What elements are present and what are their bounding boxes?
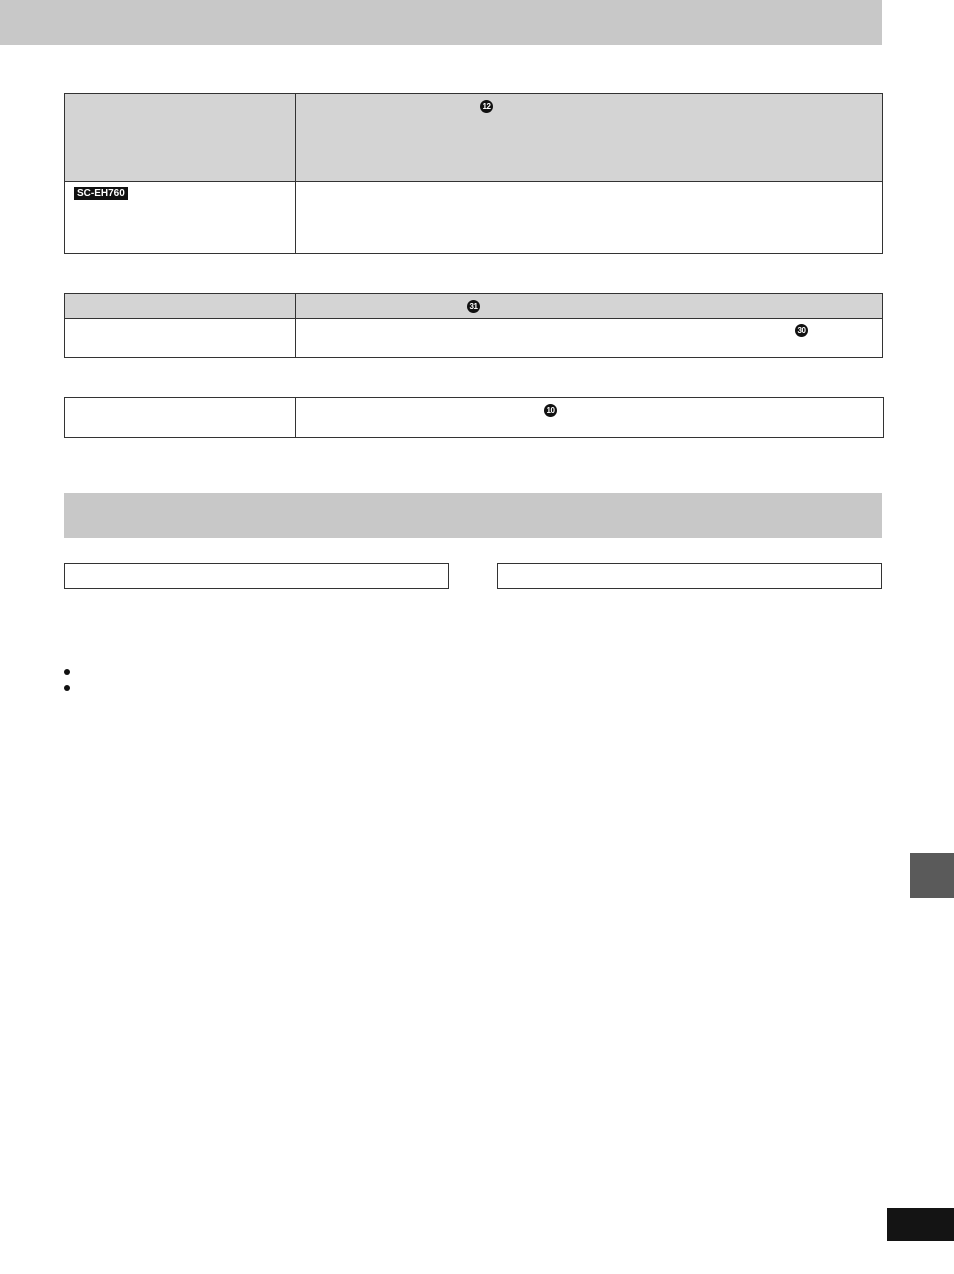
table-2-row-1-label-cell	[65, 294, 296, 319]
table-2-row-2	[65, 319, 883, 358]
table-1-row-2	[65, 182, 883, 254]
table-3-label-cell	[65, 398, 296, 438]
bullet-point-1	[64, 669, 70, 675]
model-tag: SC-EH760	[74, 187, 128, 200]
table-2-row-2-label-cell	[65, 319, 296, 358]
top-header-banner	[0, 0, 882, 45]
table-2-row-1	[65, 294, 883, 319]
side-section-tab	[910, 853, 954, 898]
table-2-row-2-content-cell	[296, 319, 883, 358]
reference-marker-31: 31	[467, 300, 480, 313]
reference-marker-10: 10	[544, 404, 557, 417]
reference-marker-30: 30	[795, 324, 808, 337]
section-header-bar	[64, 493, 882, 538]
table-1	[64, 93, 883, 254]
table-3-content-cell	[296, 398, 884, 438]
table-1-row-1-label-cell	[65, 94, 296, 182]
reference-marker-12: 12	[480, 100, 493, 113]
table-2-row-1-content-cell	[296, 294, 883, 319]
table-1-row-1-content-cell	[296, 94, 883, 182]
table-1-row-2-label-cell	[65, 182, 296, 254]
right-label-box	[497, 563, 882, 589]
left-label-box	[64, 563, 449, 589]
table-3	[64, 397, 884, 438]
table-1-row-2-content-cell	[296, 182, 883, 254]
table-3-row-1	[65, 398, 884, 438]
page-number-tab	[887, 1208, 954, 1241]
table-2	[64, 293, 883, 358]
table-1-row-1	[65, 94, 883, 182]
bullet-point-2	[64, 685, 70, 691]
